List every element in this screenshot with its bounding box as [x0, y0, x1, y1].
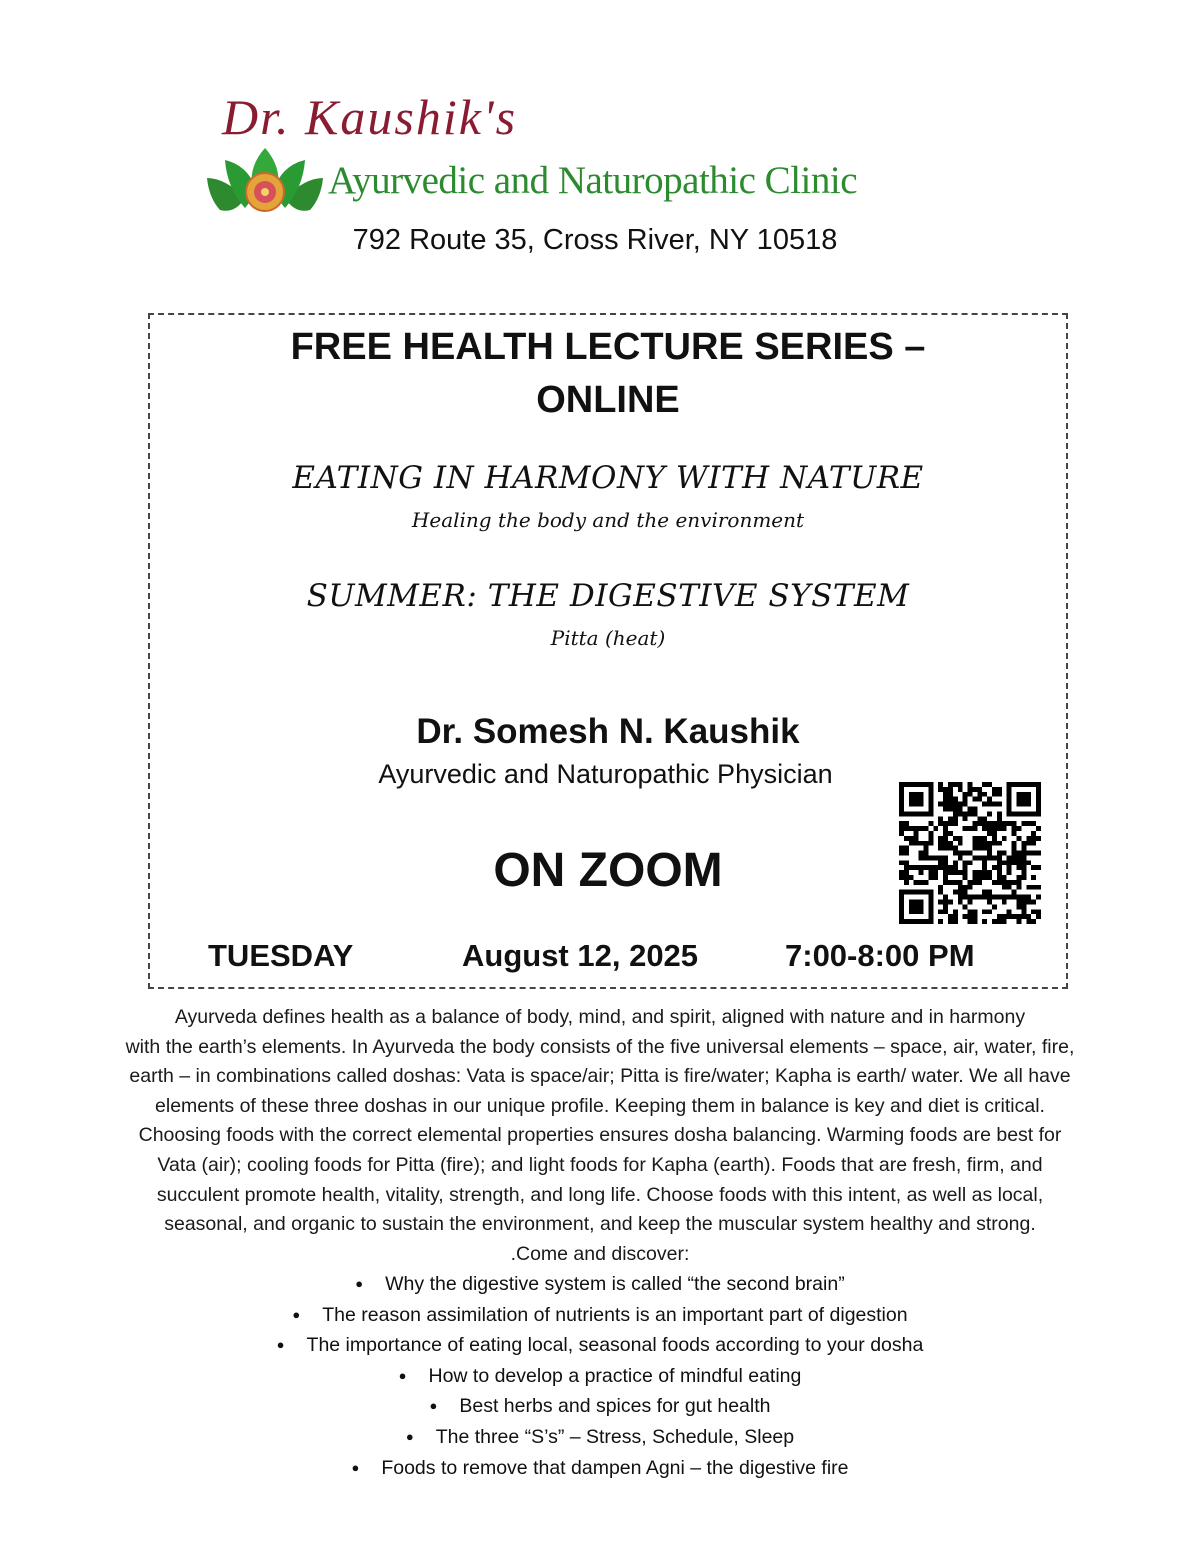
topic-subtitle: Pitta (heat)	[550, 626, 666, 650]
speaker-name: Dr. Somesh N. Kaushik	[416, 712, 800, 751]
clinic-address: 792 Route 35, Cross River, NY 10518	[352, 224, 838, 256]
venue: ON ZOOM	[493, 844, 723, 897]
topic-item: ● Best herbs and spices for gut health	[40, 1391, 1160, 1422]
topic-title: SUMMER: THE DIGESTIVE SYSTEM	[306, 578, 910, 614]
description-line: Ayurveda defines health as a balance of body, mind, and spirit, aligned with nature and in harmony	[174, 1006, 1026, 1028]
series-subtitle: Healing the body and the environment	[411, 508, 805, 532]
qr-code[interactable]	[898, 782, 1042, 924]
topic-item: ● The three “S’s” – Stress, Schedule, Sleep	[40, 1422, 1160, 1453]
lotus-logo-icon	[205, 148, 325, 216]
description-line: succulent promote health, vitality, strength, and long life. Choose foods with this intent, as well as local,	[156, 1183, 1044, 1206]
event-title	[148, 321, 1068, 427]
topic-item: ● How to develop a practice of mindful eating	[40, 1361, 1160, 1392]
event-title-line1: FREE HEALTH LECTURE SERIES –	[290, 326, 926, 368]
event-title-line2: ONLINE	[536, 379, 680, 421]
description-line: Choosing foods with the correct elemental properties ensures dosha balancing. Warming foods are best for	[138, 1124, 1062, 1147]
description-line: Vata (air); cooling foods for Pitta (fire); and light foods for Kapha (earth). Foods that are fresh, firm, and	[157, 1153, 1043, 1176]
description-line: seasonal, and organic to sustain the environment, and keep the muscular system healthy and strong.	[164, 1213, 1036, 1236]
topic-item: ● Foods to remove that dampen Agni – the digestive fire	[40, 1453, 1160, 1484]
description-line: with the earth’s elements. In Ayurveda the body consists of the five universal elements – space, air, water, fire,	[125, 1035, 1075, 1058]
topic-item: ● The reason assimilation of nutrients is an important part of digestion	[40, 1300, 1160, 1331]
event-day: TUESDAY	[208, 938, 354, 973]
speaker-role: Ayurvedic and Naturopathic Physician	[378, 759, 833, 789]
logo-clinic-owner: Dr. Kaushik's	[222, 89, 518, 145]
description	[40, 1003, 1160, 1269]
description-line: .Come and discover:	[510, 1242, 690, 1265]
topics-list	[40, 1269, 1160, 1483]
event-date: August 12, 2025	[462, 938, 699, 973]
topic-item: ● The importance of eating local, seasonal foods according to your dosha	[40, 1330, 1160, 1361]
series-title: EATING IN HARMONY WITH NATURE	[292, 460, 924, 496]
topic-item: ● Why the digestive system is called “the second brain”	[40, 1269, 1160, 1300]
description-line: earth – in combinations called doshas: Vata is space/air; Pitta is fire/water; Kapha is earth/ water. We all have	[129, 1065, 1071, 1088]
event-time: 7:00-8:00 PM	[785, 938, 975, 973]
description-line: elements of these three doshas in our unique profile. Keeping them in balance is key and diet is critical.	[155, 1094, 1045, 1117]
logo-clinic-name: Ayurvedic and Naturopathic Clinic	[328, 159, 858, 202]
